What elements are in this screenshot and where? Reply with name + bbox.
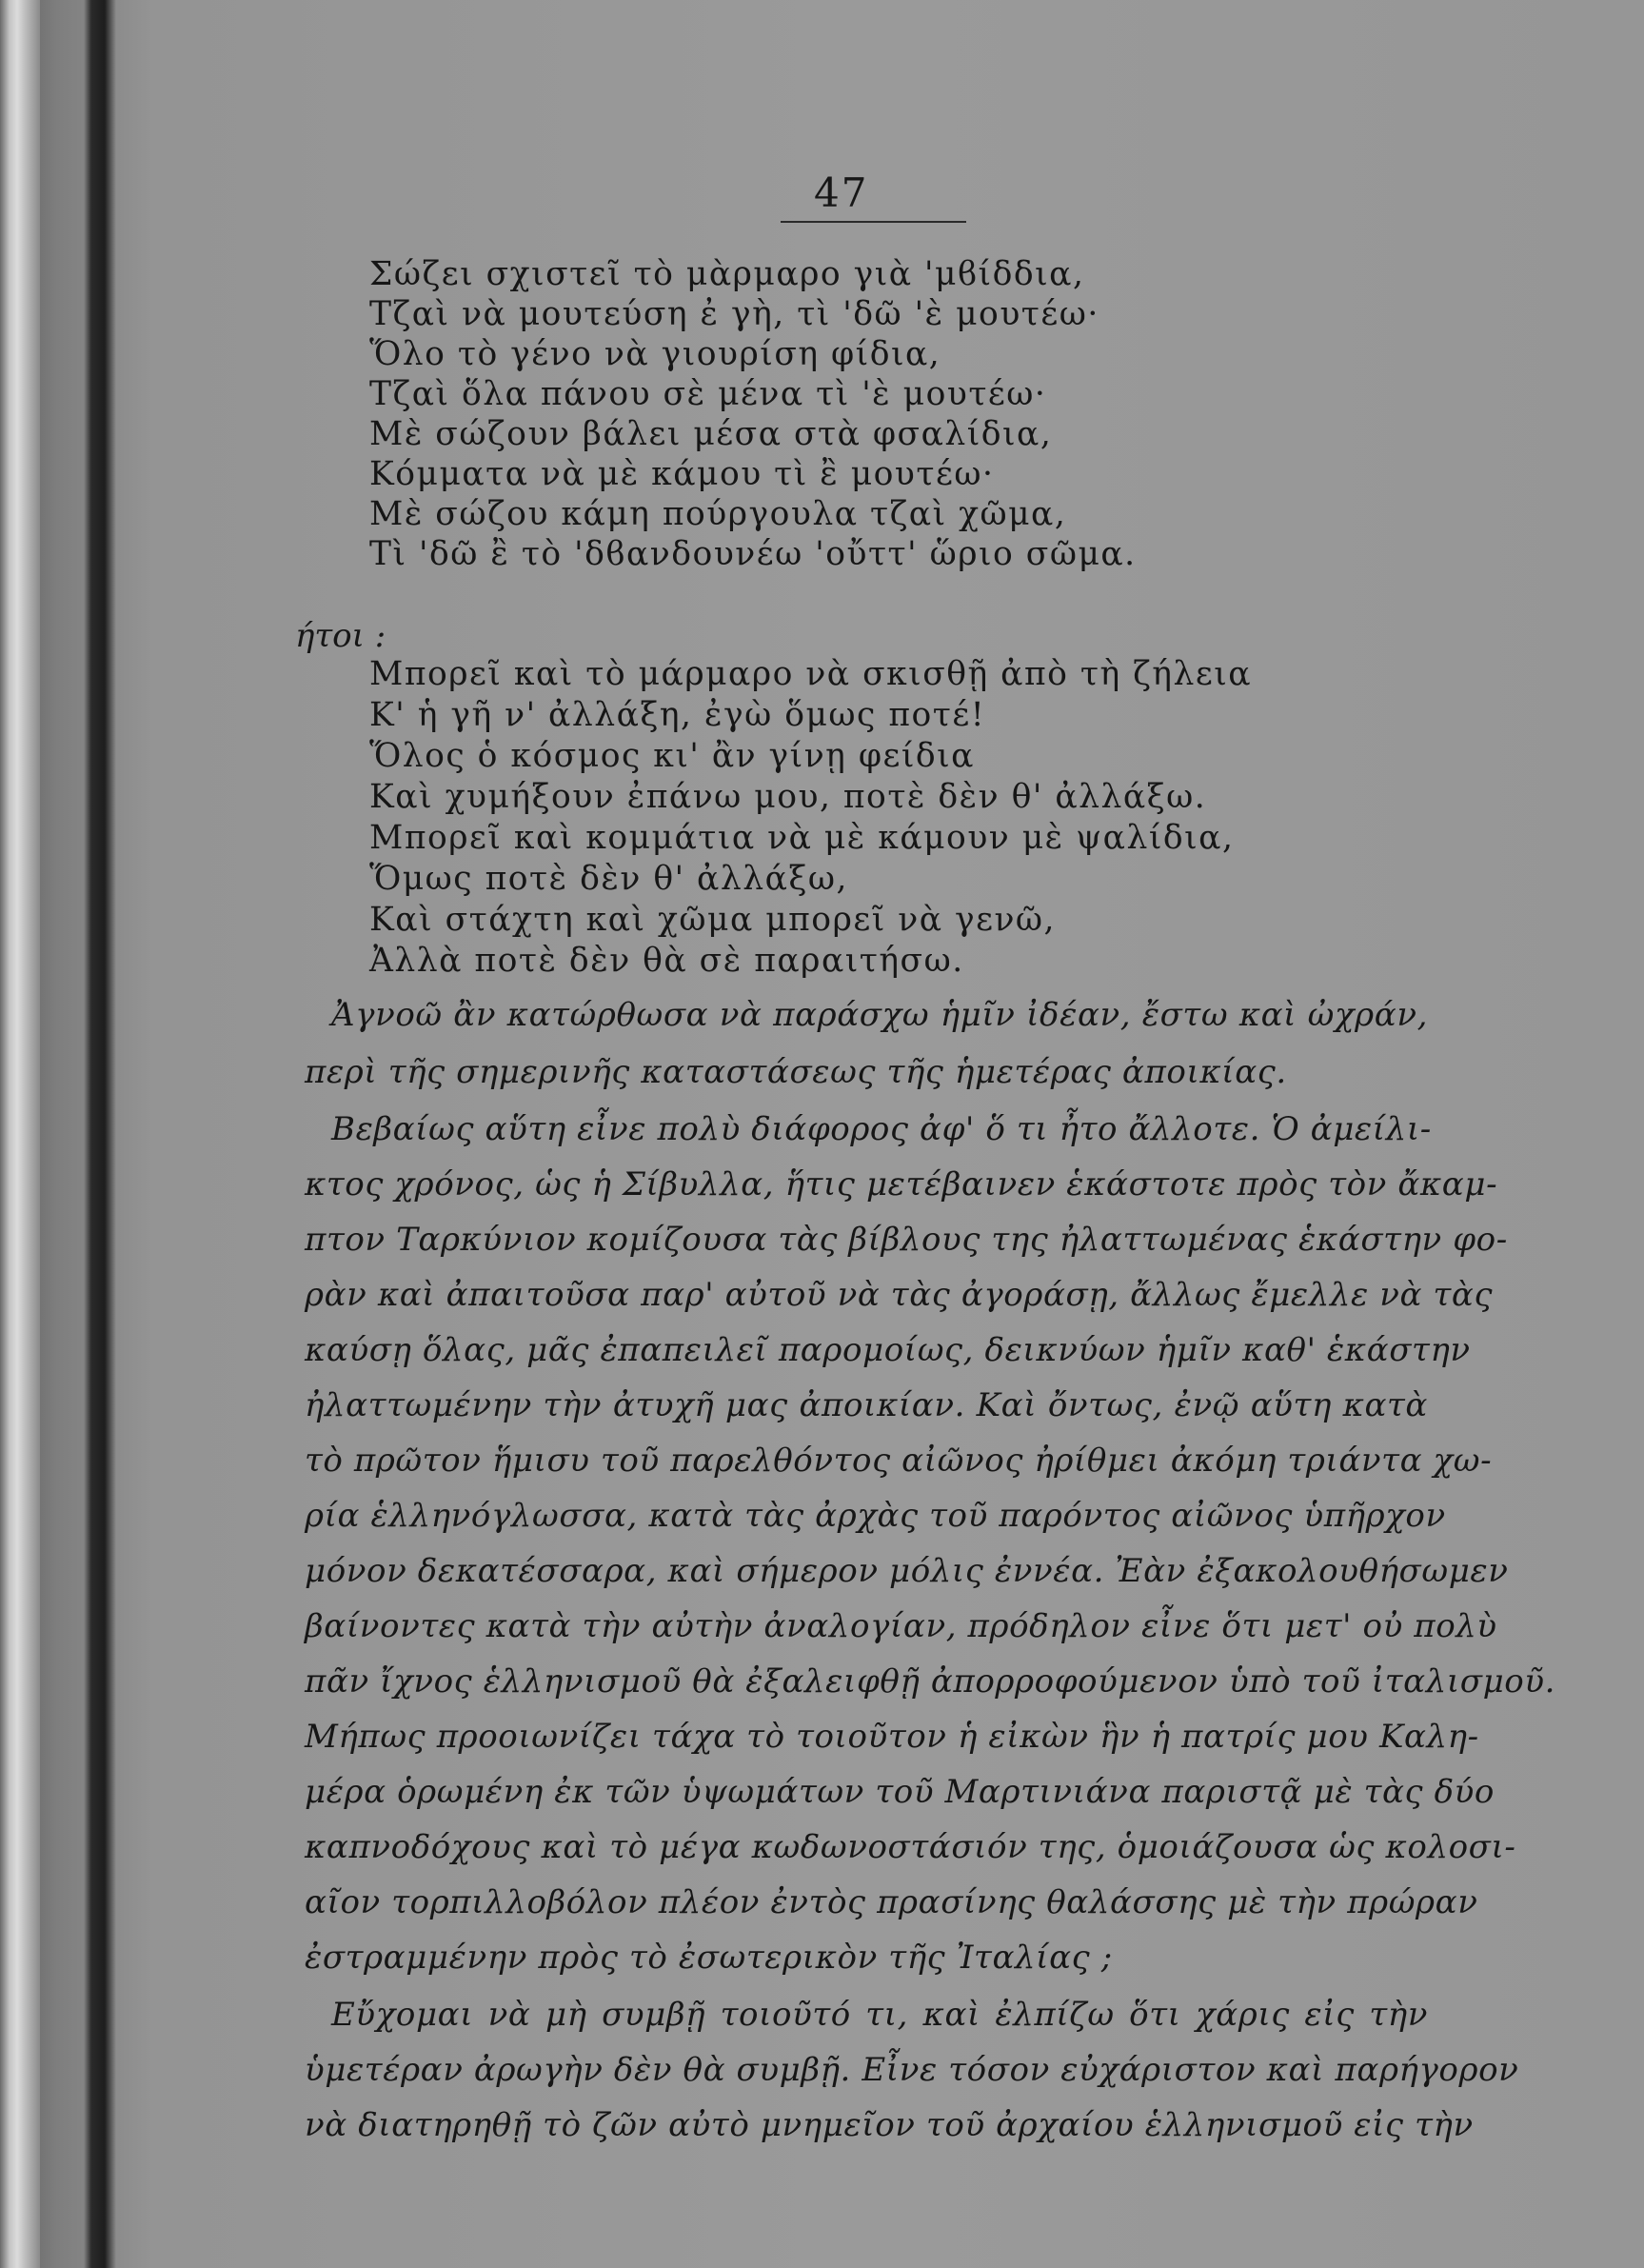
poem-line: Ὅμως ποτὲ δὲν θ' ἀλλάξω, bbox=[369, 860, 848, 898]
prose-line: περὶ τῆς σημερινῆς καταστάσεως τῆς ἡμετέρας ἀποικίας. bbox=[305, 1053, 1287, 1091]
poem-line: Μπορεῖ καὶ κομμάτια νὰ μὲ κάμουν μὲ ψαλίδια, bbox=[369, 819, 1235, 857]
prose-line: πτον Ταρκύνιον κομίζουσα τὰς βίβλους της ἠλαττωμένας ἑκάστην φο- bbox=[305, 1221, 1508, 1259]
poem-line: Τζαὶ ὅλα πάνου σὲ μένα τὶ 'ὲ μουτέω· bbox=[369, 375, 1047, 413]
prose-line: Ἀγνοῶ ἂν κατώρθωσα νὰ παράσχω ἡμῖν ἰδέαν, ἔστω καὶ ὠχράν, bbox=[331, 996, 1428, 1034]
prose-line: ἠλαττωμένην τὴν ἀτυχῆ μας ἀποικίαν. Καὶ ὄντως, ἐνῷ αὕτη κατὰ bbox=[305, 1386, 1428, 1424]
prose-line: βαίνοντες κατὰ τὴν αὐτὴν ἀναλογίαν, πρόδηλον εἶνε ὅτι μετ' οὐ πολὺ bbox=[305, 1607, 1497, 1645]
poem-line: Καὶ χυμήξουν ἐπάνω μου, ποτὲ δὲν θ' ἀλλάξω. bbox=[369, 778, 1207, 816]
prose-line: Βεβαίως αὕτη εἶνε πολὺ διάφορος ἀφ' ὅ τι ἦτο ἄλλοτε. Ὁ ἀμείλι- bbox=[331, 1110, 1432, 1148]
poem-line: Καὶ στάχτη καὶ χῶμα μπορεῖ νὰ γενῶ, bbox=[369, 901, 1057, 939]
poem-line: Τὶ 'δῶ ἒ τὸ 'δϐανδουνέω 'οὔττ' ὥριο σῶμα. bbox=[369, 535, 1137, 573]
poem-line: Μὲ σώζουν βάλει μέσα στὰ φσαλίδια, bbox=[369, 415, 1053, 453]
poem-line: Τζαὶ νὰ μουτεύση ἐ γὴ, τὶ 'δῶ 'ὲ μουτέω· bbox=[369, 295, 1099, 333]
page-number: 47 bbox=[814, 169, 869, 216]
prose-line: ἐστραμμένην πρὸς τὸ ἐσωτερικὸν τῆς Ἰταλίας ; bbox=[305, 1939, 1113, 1977]
poem-line: Ἀλλὰ ποτὲ δὲν θὰ σὲ παραιτήσω. bbox=[369, 942, 964, 980]
prose-line: μέρα ὁρωμένη ἐκ τῶν ὑψωμάτων τοῦ Μαρτινιάνα παριστᾷ μὲ τὰς δύο bbox=[305, 1773, 1495, 1811]
poem-line: Ὅλος ὁ κόσμος κι' ἂν γίνῃ φείδια bbox=[369, 737, 975, 775]
prose-line: Μήπως προοιωνίζει τάχα τὸ τοιοῦτον ἡ εἰκὼν ἣν ἡ πατρίς μου Καλη- bbox=[305, 1718, 1479, 1756]
page-gutter-shadow bbox=[84, 0, 116, 2268]
prose-line: κτος χρόνος, ὡς ἡ Σίβυλλα, ἥτις μετέβαινεν ἑκάστοτε πρὸς τὸν ἄκαμ- bbox=[305, 1165, 1498, 1204]
prose-line: πᾶν ἴχνος ἑλληνισμοῦ θὰ ἐξαλειφθῇ ἀπορροφούμενον ὑπὸ τοῦ ἰταλισμοῦ. bbox=[305, 1662, 1556, 1701]
poem-line: Σώζει σχιστεῖ τὸ μὰρμαρο γιὰ 'μϐίδδια, bbox=[369, 255, 1085, 293]
prose-line: ρὰν καὶ ἀπαιτοῦσα παρ' αὐτοῦ νὰ τὰς ἀγοράσῃ, ἄλλως ἔμελλε νὰ τὰς bbox=[305, 1276, 1494, 1314]
prose-line: τὸ πρῶτον ἥμισυ τοῦ παρελθόντος αἰῶνος ἠρίθμει ἀκόμη τριάντα χω- bbox=[305, 1442, 1493, 1480]
prose-line: αῖον τορπιλλοβόλον πλέον ἐντὸς πρασίνης θαλάσσης μὲ τὴν πρώραν bbox=[305, 1883, 1478, 1921]
prose-line: νὰ διατηρηθῇ τὸ ζῶν αὐτὸ μνημεῖον τοῦ ἀρχαίου ἑλληνισμοῦ εἰς τὴν bbox=[305, 2106, 1474, 2144]
prose-line: ρία ἑλληνόγλωσσα, κατὰ τὰς ἀρχὰς τοῦ παρόντος αἰῶνος ὑπῆρχον bbox=[305, 1497, 1446, 1535]
poem-line: Κόμματα νὰ μὲ κάμου τὶ ἒ μουτέω· bbox=[369, 455, 995, 493]
prose-line: καύσῃ ὅλας, μᾶς ἐπαπειλεῖ παρομοίως, δεικνύων ἡμῖν καθ' ἑκάστην bbox=[305, 1331, 1471, 1369]
prose-line: Εὔχομαι νὰ μὴ συμβῇ τοιοῦτό τι, καὶ ἐλπίζω ὅτι χάρις εἰς τὴν bbox=[331, 1996, 1428, 2034]
poem-line: Ὅλο τὸ γένο νὰ γιουρίση φίδια, bbox=[369, 335, 941, 373]
prose-line: ὑμετέραν ἀρωγὴν δὲν θὰ συμβῇ. Εἶνε τόσον εὐχάριστον καὶ παρήγορον bbox=[305, 2051, 1519, 2089]
margin-note: ήτοι : bbox=[295, 617, 386, 655]
poem-line: Μπορεῖ καὶ τὸ μάρμαρο νὰ σκισθῇ ἀπὸ τὴ ζήλεια bbox=[369, 655, 1253, 693]
page-binding-edge bbox=[0, 0, 40, 2268]
poem-line: Κ' ἡ γῆ ν' ἀλλάξη, ἐγὼ ὅμως ποτέ! bbox=[369, 696, 986, 734]
prose-line: καπνοδόχους καὶ τὸ μέγα κωδωνοστάσιόν της, ὁμοιάζουσα ὡς κολοσι- bbox=[305, 1828, 1516, 1866]
poem-line: Μὲ σώζου κάμη πούργουλα τζαὶ χῶμα, bbox=[369, 495, 1067, 533]
prose-line: μόνον δεκατέσσαρα, καὶ σήμερον μόλις ἐννέα. Ἐὰν ἐξακολουθήσωμεν bbox=[305, 1552, 1509, 1590]
page-number-rule bbox=[781, 221, 966, 223]
